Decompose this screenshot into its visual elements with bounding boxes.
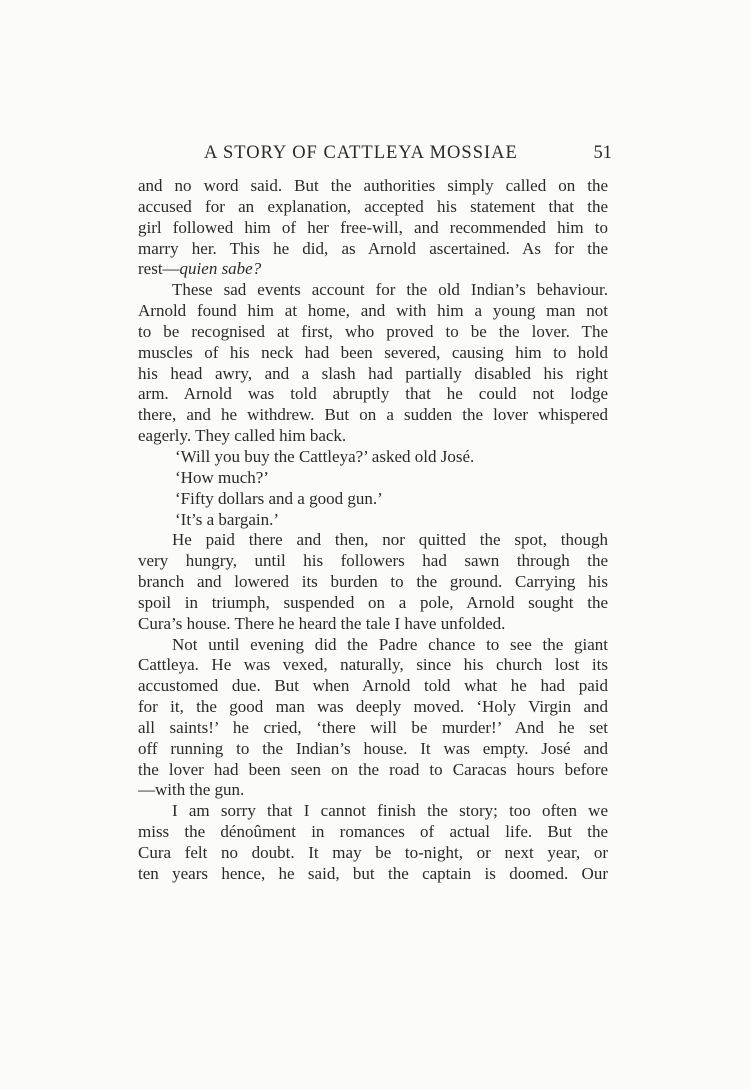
- text-line-content: marry her. This he did, as Arnold ascertained. As for the: [138, 238, 608, 258]
- text-line: [138, 447, 608, 468]
- text-line-content: Cattleya. He was vexed, naturally, since his church lost its: [138, 655, 608, 675]
- text-line-content: and no word said. But the authorities simply called on the: [138, 176, 608, 195]
- text-line-content: ‘How much?’: [175, 467, 269, 487]
- text-line-content: —with the gun.: [138, 780, 245, 800]
- text-line-content: rest—: [138, 259, 180, 279]
- page-number: 51: [593, 143, 612, 163]
- text-line-content: ‘It’s a bargain.’: [175, 509, 280, 529]
- text-line: [138, 301, 608, 322]
- text-line-italic: quien sabe?: [179, 259, 262, 279]
- text-line: [138, 343, 608, 364]
- text-line-content: there, and he withdrew. But on a sudden the lover whispered: [138, 405, 608, 425]
- text-line: [138, 197, 608, 218]
- text-line-content: These sad events account for the old Indian’s behaviour.: [172, 280, 608, 300]
- text-line-content: ten years hence, he said, but the captain is doomed. Our: [138, 863, 608, 883]
- text-line: [138, 259, 608, 280]
- text-line: [138, 739, 608, 760]
- text-line-content: I am sorry that I cannot finish the story; too often we: [172, 801, 608, 821]
- text-line-content: Cura felt no doubt. It may be to-night, or next year, or: [138, 843, 608, 862]
- text-line: [138, 510, 608, 531]
- text-line-content: miss the dénoûment in romances of actual life. But the: [138, 822, 608, 842]
- text-line: [138, 280, 608, 301]
- text-line: [138, 322, 608, 343]
- text-line: [138, 384, 608, 405]
- text-line: [138, 718, 608, 739]
- text-line-content: his head awry, and a slash had partially disabled his right: [138, 363, 608, 383]
- text-line: [138, 593, 608, 614]
- text-line: [138, 364, 608, 385]
- text-line-content: very hungry, until his followers had sawn through the: [138, 551, 608, 571]
- text-line: [138, 760, 608, 781]
- text-line-content: spoil in triumph, suspended on a pole, Arnold sought the: [138, 592, 608, 612]
- text-line-content: all saints!’ he cried, ‘there will be murder!’ And he set: [138, 717, 608, 737]
- text-line: [138, 801, 608, 822]
- text-line-content: accustomed due. But when Arnold told what he had paid: [138, 676, 608, 696]
- text-line: [138, 426, 608, 447]
- text-line-content: Not until evening did the Padre chance to see the giant: [172, 634, 608, 654]
- running-title: A STORY OF CATTLEYA MOSSIAE: [204, 143, 518, 163]
- text-line: [138, 843, 608, 864]
- text-line: [138, 864, 608, 885]
- text-line: [138, 530, 608, 551]
- text-line-content: ‘Will you buy the Cattleya?’ asked old José.: [175, 446, 475, 466]
- text-line-content: off running to the Indian’s house. It was empty. José and: [138, 738, 608, 758]
- text-line: [138, 176, 608, 197]
- text-line: [138, 572, 608, 593]
- text-line-content: accused for an explanation, accepted his statement that the: [138, 196, 608, 216]
- text-line-content: for it, the good man was deeply moved. ‘Holy Virgin and: [138, 697, 608, 717]
- text-line: [138, 780, 608, 801]
- text-line-content: He paid there and then, nor quitted the spot, though: [172, 530, 608, 550]
- text-line-content: branch and lowered its burden to the ground. Carrying his: [138, 572, 608, 592]
- text-line: [138, 822, 608, 843]
- running-head: [138, 143, 612, 167]
- text-line-content: arm. Arnold was told abruptly that he could not lodge: [138, 384, 608, 404]
- text-line-content: ‘Fifty dollars and a good gun.’: [175, 488, 383, 508]
- text-line: [138, 239, 608, 260]
- text-line: [138, 676, 608, 697]
- text-line-content: muscles of his neck had been severed, causing him to hold: [138, 342, 608, 362]
- text-line-content: Cura’s house. There he heard the tale I have unfolded.: [138, 613, 506, 633]
- text-line: [138, 655, 608, 676]
- text-line-content: Arnold found him at home, and with him a young man not: [138, 301, 608, 321]
- text-line: [138, 635, 608, 656]
- text-line: [138, 405, 608, 426]
- text-line: [138, 614, 608, 635]
- text-line: [138, 551, 608, 572]
- text-line: [138, 218, 608, 239]
- text-line: [138, 468, 608, 489]
- text-line-content: girl followed him of her free-will, and recommended him to: [138, 217, 608, 237]
- text-line-content: the lover had been seen on the road to Caracas hours before: [138, 759, 608, 779]
- text-line-content: to be recognised at first, who proved to be the lover. The: [138, 321, 608, 341]
- text-line: [138, 697, 608, 718]
- body-text: [138, 176, 608, 885]
- text-line: [138, 489, 608, 510]
- text-line-content: eagerly. They called him back.: [138, 426, 347, 446]
